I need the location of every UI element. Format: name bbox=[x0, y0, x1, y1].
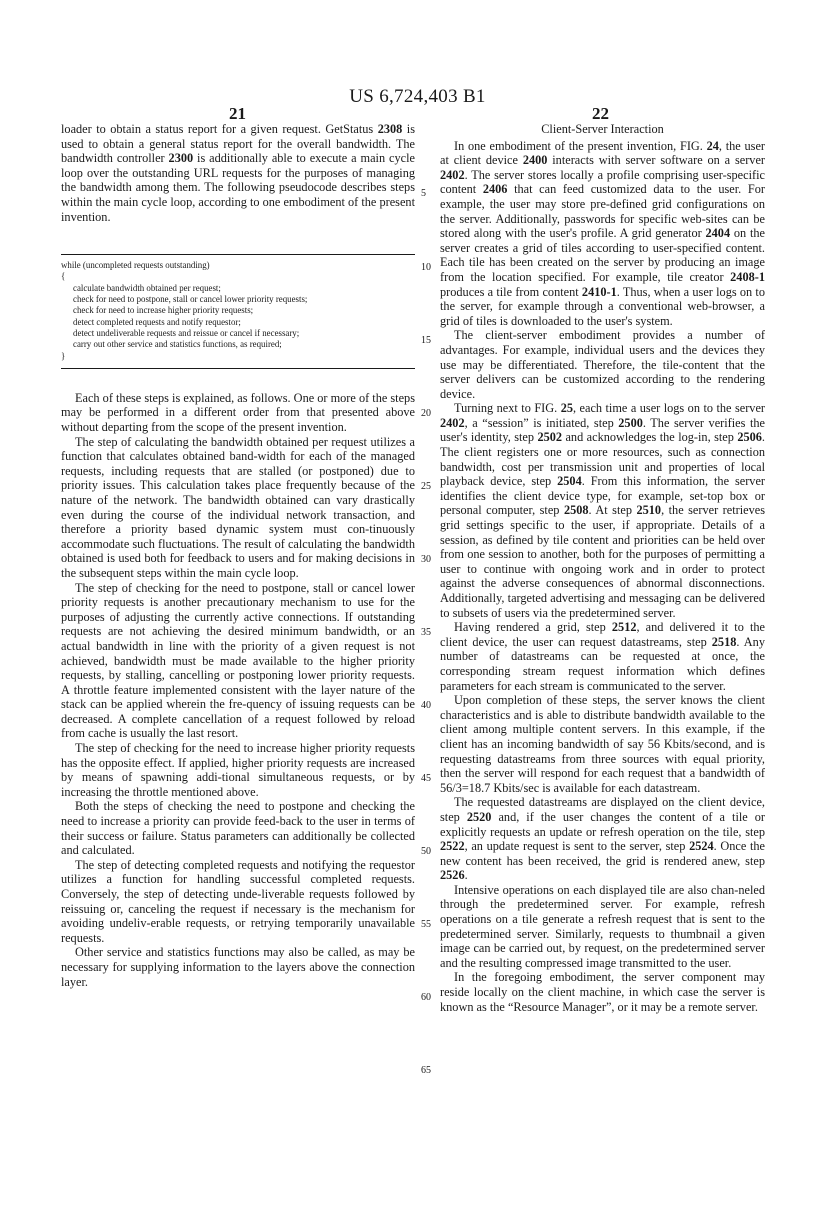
code-line: carry out other service and statistics functions, as required; bbox=[73, 339, 282, 350]
page-number-right: 22 bbox=[592, 104, 609, 123]
paragraph: The step of detecting completed requests and notifying the requestor utilizes a function for handling successful completed requests. Conversely, the step of detecting unde-liverable requests followed by reissuing or, canceling the request if necessary is the mechanism for avoiding undeliv-erable requests, or retrying temporarily unavailable requests. bbox=[61, 857, 415, 945]
paragraph: In the foregoing embodiment, the server component may reside locally on the client machine, in which case the server is known as the “Resource Manager”, or it may be a remote server. bbox=[440, 970, 765, 1014]
code-line: detect undeliverable requests and reissue or cancel if necessary; bbox=[73, 327, 300, 338]
paragraph: In one embodiment of the present invention, FIG. 24, the user at client device 2400 interacts with server software on a server 2402. The server stores locally a profile comprising user-specific content 2406 that can feed customized data to the user. For example, the user may store pre-defined grid configurations on the server. Additionally, passwords for specific web-sites can be stored along with the user's profile. A grid generator 2404 on the server creates a grid of tiles according to user-specified content. Each tile has been created on the server by producing an image from the location specified. For example, tile creator 2408-1 produces a tile from content 2410-1. Thus, when a user logs on to the server, for example through a conventional web-browser, a grid of tiles is downloaded to the user's system. bbox=[440, 138, 765, 328]
code-line: } bbox=[61, 350, 66, 361]
line-number: 55 bbox=[421, 919, 431, 930]
code-line: { bbox=[61, 271, 66, 282]
code-line: check for need to postpone, stall or cancel lower priority requests; bbox=[73, 294, 308, 305]
line-number: 5 bbox=[421, 188, 426, 199]
line-number: 10 bbox=[421, 262, 431, 273]
paragraph: Other service and statistics functions may also be called, as may be necessary for supplying information to the layers above the connection layer. bbox=[61, 945, 415, 989]
line-number: 40 bbox=[421, 700, 431, 711]
paragraph: Both the steps of checking the need to postpone and checking the need to increase a priority can provide feed-back to the user in terms of their success or failure. Status parameters can additionally be collected and calculated. bbox=[61, 799, 415, 858]
line-number: 35 bbox=[421, 627, 431, 638]
line-number: 30 bbox=[421, 554, 431, 565]
paragraph: Having rendered a grid, step 2512, and delivered it to the client device, the user can request datastreams, step 2518. Any number of datastreams can be requested at once, the corresponding stream request information which defines parameters for each stream is communicated to the server. bbox=[440, 620, 766, 693]
patent-number: US 6,724,403 B1 bbox=[349, 86, 486, 107]
line-number: 45 bbox=[421, 773, 431, 784]
code-line: check for need to increase higher priority requests; bbox=[73, 305, 254, 316]
paragraph: The client-server embodiment provides a number of advantages. For example, individual users and the devices they use may be differentiated. Therefore, the tile-content that the server delivers can be customized according to the rendering device. bbox=[440, 328, 765, 401]
paragraph: Each of these steps is explained, as follows. One or more of the steps may be performed in a different order from that presented above without departing from the scope of the present invention. bbox=[61, 390, 415, 435]
line-number: 20 bbox=[421, 408, 431, 419]
intro-paragraph: loader to obtain a status report for a given request. GetStatus 2308 is used to obtain a general status report for the overall bandwidth. The bandwidth controller 2300 is additionally able to execute a main cycle loop over the outstanding URL requests for the purposes of managing the bandwidth among them. The following pseudocode describes steps within the main cycle loop, according to one embodiment of the present invention. bbox=[61, 122, 415, 224]
paragraph: The step of checking for the need to postpone, stall or cancel lower priority requests is another precautionary mechanism to use for the purposes of adjusting the currently active connections. If outstanding requests are not achieving the desired minimum bandwidth, or an actual bandwidth in line with the priority of a given request is not achieved, bandwidth must be made available to the higher priority requests, by stalling, cancelling or postponing lower priority requests. A throttle feature implemented consistent with the layer nature of the stack can be applied wherein the fre-quency of issuing requests can be decreased. A complete cancellation of a request followed by reload from cache is usually the last resort. bbox=[61, 580, 415, 741]
paragraph: Upon completion of these steps, the server knows the client characteristics and is able to distribute bandwidth available to the client among multiple content servers. In this example, if the client has an incoming bandwidth of say 56 Kbits/second, and is requesting datastreams from three sources with equal priority, then the server will respond for each request that a bandwidth of 56/3=18.7 Kbits/sec is available for each datastream. bbox=[440, 693, 765, 795]
paragraph: The step of calculating the bandwidth obtained per request utilizes a function that calculates obtained band-width for each of the managed requests, including requests that are stalled (or postponed) due to priority issues. This calculation takes place frequently because of the nature of the network. The bandwidth obtained can vary drastically even during the course of the individual network transaction, and therefore a priority based dynamic system must con-tinuously accommodate such fluctuations. The result of calculating the bandwidth obtained is used both for feedback to users and for making decisions in the subsequent steps within the main cycle loop. bbox=[61, 434, 415, 580]
line-number: 15 bbox=[421, 335, 431, 346]
section-title: Client-Server Interaction bbox=[541, 122, 664, 136]
right-column bbox=[440, 122, 765, 1014]
line-number: 50 bbox=[421, 846, 431, 857]
left-column bbox=[61, 122, 415, 989]
paragraph: The requested datastreams are displayed on the client device, step 2520 and, if the user changes the content of a tile or explicitly requests an update or refresh operation on the tile, step 2522, an update request is sent to the server, step 2524. Once the new content has been received, the grid is rendered anew, step 2526. bbox=[440, 795, 766, 883]
paragraph: Intensive operations on each displayed tile are also chan-neled through the predetermined server. For example, refresh operations on a tile generate a refresh request that is sent to the predetermined server. Similarly, requests to thumbnail a given image can be carried out, by request, on the predetermined server and the resulting compressed image transmitted to the user. bbox=[440, 882, 765, 970]
code-line: calculate bandwidth obtained per request; bbox=[73, 282, 221, 293]
code-line: detect completed requests and notify requestor; bbox=[73, 316, 241, 327]
page-number-left: 21 bbox=[229, 104, 246, 123]
line-number: 25 bbox=[421, 481, 431, 492]
paragraph: The step of checking for the need to increase higher priority requests has the opposite effect. If applied, higher priority requests are increased by means of spawning addi-tional simultaneous requests, or by increasing the throttle mentioned above. bbox=[61, 741, 415, 799]
paragraph: Turning next to FIG. 25, each time a user logs on to the server 2402, a “session” is initiated, step 2500. The server verifies the user's identity, step 2502 and acknowledges the log-in, step 2506. The client registers one or more resources, such as connection bandwidth, cost per transmission unit and properties of local playback device, step 2504. From this information, the server identifies the client device type, for example, set-top box or personal computer, step 2508. At step 2510, the server retrieves grid settings specific to the user, if appropriate. Details of a session, as defined by tile content and priorities can be held over from one session to another, both for the purposes of permitting a user to continue with ongoing work and in order to protect against the adverse consequences of abnormal disconnections. Additionally, targeted advertising and messaging can be delivered to subsets of users via the predetermined server. bbox=[440, 401, 765, 620]
pseudocode-block bbox=[61, 254, 415, 369]
line-number: 65 bbox=[421, 1065, 431, 1076]
code-line: while (uncompleted requests outstanding) bbox=[61, 260, 210, 271]
line-number: 60 bbox=[421, 992, 431, 1003]
